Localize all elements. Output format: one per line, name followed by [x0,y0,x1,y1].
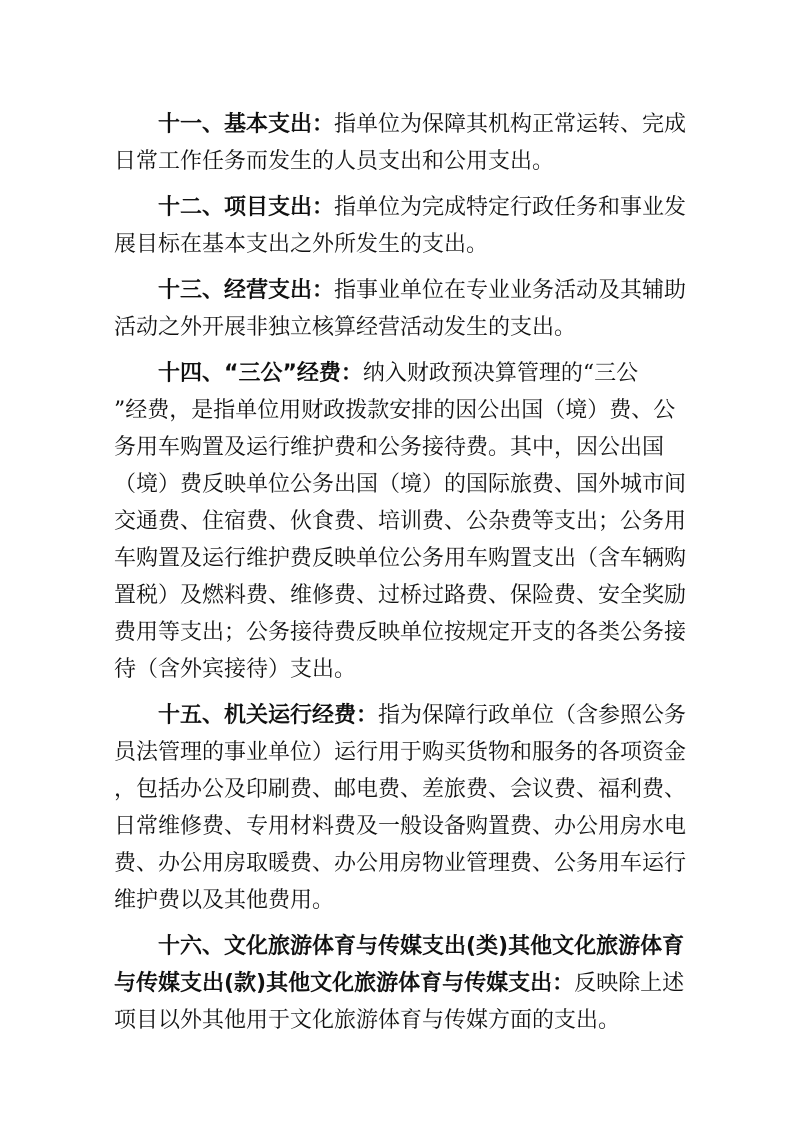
definition-text: 项目以外其他用于文化旅游体育与传媒方面的支出。 [114,1008,621,1033]
definition-text: 展目标在基本支出之外所发生的支出。 [114,232,489,257]
definition-text: 车购置及运行维护费反映单位公务用车购置支出（含车辆购 [114,546,687,571]
definition-text: 费用等支出；公务接待费反映单位按规定开支的各类公务接 [114,620,687,645]
paragraph-line [114,106,687,143]
paragraph-line [114,466,687,503]
paragraph-line [114,226,674,263]
definition-text: ”经费，是指单位用财政拨款安排的因公出国（境）费、公 [114,398,676,423]
paragraph-line [114,392,674,429]
paragraph-line [114,928,685,965]
definition-text: 交通费、住宿费、伙食费、培训费、公杂费等支出；公务用 [114,509,687,534]
paragraph-operating-expenditure [114,272,687,346]
term-heading: 十四、“三公”经费： [158,361,363,386]
term-heading: 十一、基本支出： [158,112,335,137]
paragraph-line [114,697,687,734]
definition-text: 活动之外开展非独立核算经营活动发生的支出。 [114,315,577,340]
definition-text: 指单位为完成特定行政任务和事业发 [334,195,687,220]
term-heading: 与传媒支出(款)其他文化旅游体育与传媒支出： [114,971,575,996]
definition-text: 日常维修费、专用材料费及一般设备购置费、办公用房水电 [114,814,687,839]
paragraph-line [114,651,674,688]
paragraph-basic-expenditure [114,106,687,180]
definition-text: 员法管理的事业单位）运行用于购买货物和服务的各项资金 [114,740,687,765]
paragraph-line [114,577,687,614]
term-heading: 十六、文化旅游体育与传媒支出(类)其他文化旅游体育 [158,934,685,959]
paragraph-line [114,309,674,346]
definition-text: 指为保障行政单位（含参照公务 [378,703,687,728]
document-body [114,106,687,1039]
definition-text: 费、办公用房取暖费、办公用房物业管理费、公务用车运行 [114,851,687,876]
paragraph-line [114,143,674,180]
definition-text: 维护费以及其他费用。 [114,888,335,913]
paragraph-line [114,882,674,919]
definition-text: 纳入财政预决算管理的“三公 [362,361,639,386]
paragraph-line [114,503,687,540]
definition-text: 反映除上述 [574,971,685,996]
paragraph-line [114,614,687,651]
paragraph-line [114,845,687,882]
paragraph-agency-operating-expenses [114,697,687,919]
paragraph-project-expenditure [114,189,687,263]
paragraph-culture-tourism-sports-media [114,928,685,1039]
definition-text: 日常工作任务而发生的人员支出和公用支出。 [114,149,555,174]
term-heading: 十三、经营支出： [158,278,335,303]
definition-text: 指事业单位在专业业务活动及其辅助 [334,278,687,303]
term-heading: 十五、机关运行经费： [158,703,379,728]
paragraph-line [114,965,685,1002]
definition-text: 务用车购置及运行维护费和公务接待费。其中，因公出国 [114,435,665,460]
definition-text: 置税）及燃料费、维修费、过桥过路费、保险费、安全奖励 [114,583,687,608]
definition-text: ，包括办公及印刷费、邮电费、差旅费、会议费、福利费、 [114,777,687,802]
definition-text: 待（含外宾接待）支出。 [114,657,357,682]
paragraph-line [114,189,687,226]
definition-text: 指单位为保障其机构正常运转、完成 [334,112,687,137]
paragraph-line [114,1002,674,1039]
paragraph-line [114,272,687,309]
paragraph-line [114,540,687,577]
definition-text: （境）费反映单位公务出国（境）的国际旅费、国外城市间 [114,472,687,497]
paragraph-line [114,429,674,466]
paragraph-three-public-expenses [114,355,687,688]
paragraph-line [114,771,687,808]
paragraph-line [114,808,687,845]
paragraph-line [114,355,674,392]
term-heading: 十二、项目支出： [158,195,335,220]
paragraph-line [114,734,687,771]
